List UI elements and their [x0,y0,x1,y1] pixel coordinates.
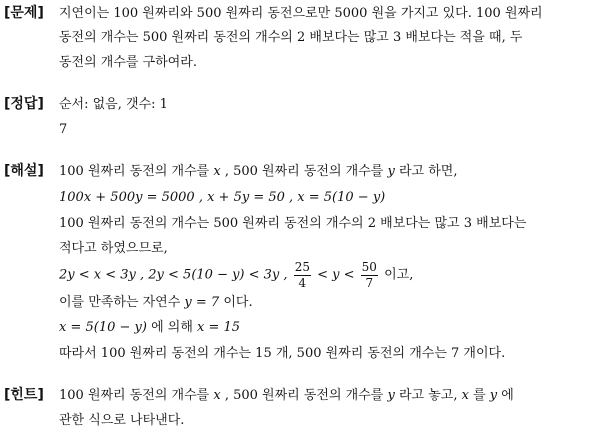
solution-line-1-text-b: , 500 원짜리 동전의 개수를 [220,164,388,179]
solution-line-1-text-c: 라고 하면, [394,164,458,179]
solution-line-7-text: 에 의해 [146,320,198,335]
problem-tag: [문제] [4,5,44,21]
inequality-text: 2y < x < 3y , 2y < 5(10 − y) < 3y , [59,267,288,283]
solution-line-7 [59,321,240,334]
hint-line-1-text-a: 100 원짜리 동전의 개수를 [59,388,214,403]
solution-line-1 [59,165,457,178]
var-y: y [387,164,395,179]
var-x: x [213,388,221,403]
inequality-middle: < y < [317,267,355,283]
fraction-25-over-4 [294,261,311,289]
hint-tag: [힌트] [4,387,44,403]
var-y: y [387,388,395,403]
solution-line-6-text-b: 이다. [219,295,253,310]
x-equals-15: x = 15 [197,320,241,335]
solution-inequality-line [59,261,413,289]
hint-line-1 [59,389,514,402]
fraction-numerator: 50 [361,260,377,274]
fraction-numerator: 25 [294,260,310,274]
solution-tag: [해설] [4,163,44,179]
problem-line-3: 동전의 개수를 구하여라. [59,55,197,70]
var-x: x [213,164,221,179]
solution-line-4: 적다고 하였으므로, [59,241,168,256]
solution-equation-line: 100x + 500y = 5000 , x + 5y = 50 , x = 5(10 − y) [59,190,386,205]
fraction-50-over-7 [361,261,378,289]
var-x: x [461,388,469,403]
solution-line-6 [59,296,253,309]
var-y: y [489,388,498,403]
hint-line-1-text-c: 라고 놓고, [394,388,462,403]
answer-line-1: 순서: 없음, 갯수: 1 [59,97,168,112]
fraction-denominator: 4 [298,275,307,290]
x-formula: x = 5(10 − y) [59,320,147,335]
hint-line-1-text-d: 를 [468,388,490,403]
hint-line-1-text-e: 에 [497,388,514,403]
y-equals-7: y = 7 [184,295,220,310]
solution-conclusion: 따라서 100 원짜리 동전의 개수는 15 개, 500 원짜리 동전의 개수는 7 개이다. [59,346,506,361]
problem-line-1: 지연이는 100 원짜리와 500 원짜리 동전으로만 5000 원을 가지고 있다. 100 원짜리 [59,6,543,21]
inequality-suffix: 이고, [384,267,414,283]
answer-line-2: 7 [59,122,68,137]
hint-line-1-text-b: , 500 원짜리 동전의 개수를 [220,388,388,403]
solution-line-3: 100 원짜리 동전의 개수는 500 원짜리 동전의 개수의 2 배보다는 많고 3 배보다는 [59,216,527,231]
problem-line-2: 동전의 개수는 500 원짜리 동전의 개수의 2 배보다는 많고 3 배보다는 적을 때, 두 [59,30,523,45]
hint-line-2: 관한 식으로 나타낸다. [59,413,185,428]
solution-line-1-text-a: 100 원짜리 동전의 개수를 [59,164,214,179]
solution-line-6-text-a: 이를 만족하는 자연수 [59,295,185,310]
answer-tag: [정답] [4,96,44,112]
fraction-denominator: 7 [365,275,374,290]
